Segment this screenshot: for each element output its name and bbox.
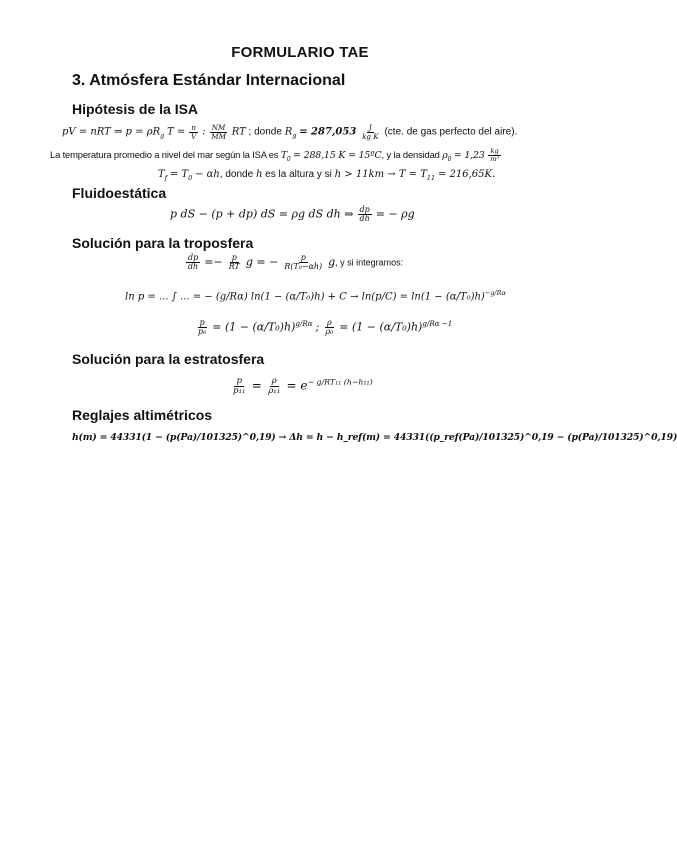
strato-equation: $\frac{p}{\text{p₁₁}}$ = $\frac{\rho}{\text{ρ₁₁}}$ = $e^{- g/RT_{11} (h-h_{11})}$ — [233, 376, 373, 397]
tropo-equation-3: $\frac{p}{\text{p₀}}$ = $(1 - (\alpha/T_0)h)^{g/R\alpha}$ ; $\frac{\rho}{\text{ρ₀}}$ = $(1 - (\alpha/T_0)h)^{g/R\alpha -1}$ — [198, 318, 453, 337]
page-title: FORMULARIO TAE — [231, 44, 369, 61]
tropo-heading: Solución para la troposfera — [72, 235, 254, 251]
altim-heading: Reglajes altimétricos — [72, 407, 213, 423]
isa-heading: Hipótesis de la ISA — [72, 101, 199, 117]
isa-gradient: $T_f = T_0 - \alpha h$, donde h es la altura y si $h > 11km \to T = T_{11} = 216,65K$. — [158, 169, 496, 182]
tropo-equation-2: ln p = ... ∫ ... = − (g/Rα) $\ln(1 - (\alpha/T_0)h) + C \to \ln(p/C) = \ln(1 - (\alpha/T_0)h)^{-g/R\alpha}$ — [125, 289, 506, 303]
tropo-equation-1: $\frac{dp}{dh}$ =− $\frac{p}{RT}$ g = − $\frac{p}{\text{R(T₀−αh)}}$ g, y si integramos: — [188, 253, 404, 272]
isa-sea-level: La temperatura promedio a nivel del mar según la ISA es $T_0 = 288,15$ K = 15ºC, y la densidad $\rho_0 = 1,23$ $\frac{kg}{\text{m³}}$ — [50, 147, 499, 164]
fluid-equation: p dS − (p + dp) dS = ρg dS dh ⇒ $\frac{dp}{dh}$ = − ρg — [170, 205, 415, 224]
section-heading: 3. Atmósfera Estándar Internacional — [72, 72, 346, 89]
fluid-heading: Fluidoestática — [72, 185, 167, 201]
altim-equation: h(m) = 44331(1 − (p(Pa)/101325)^0,19) → Δh = h − h_ref(m) = 44331((p_ref(Pa)/101325)^0,19 − (p(Pa)/101325)^0,19) — [72, 432, 677, 443]
strato-heading: Solución para la estratosfera — [72, 351, 265, 367]
isa-gas-law: pV = nRT ⇒ $p = \rho R_g$ T = $\frac{n}{V}$ : $\frac{NM}{MM}$ RT ; donde $R_g = 287,053$ $\frac{J}{\text{kg K}}$ (cte. de gas perfecto del aire). — [62, 123, 518, 141]
